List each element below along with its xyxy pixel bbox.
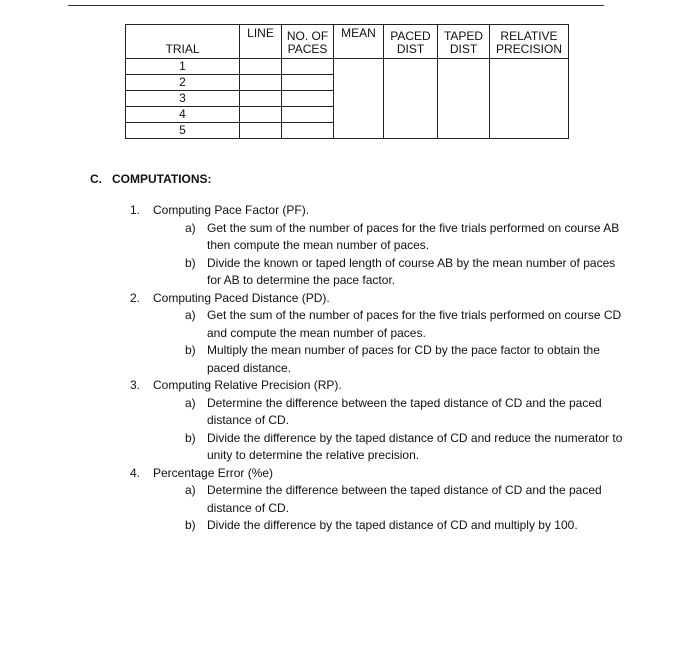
line-cell bbox=[240, 75, 282, 91]
sub-item-text: Get the sum of the number of paces for the five trials performed on course AB then compute the mean number of paces. bbox=[207, 220, 620, 252]
computation-item bbox=[130, 202, 630, 220]
header-trial: TRIAL bbox=[126, 25, 240, 59]
line-cell bbox=[240, 91, 282, 107]
sub-item bbox=[130, 395, 630, 430]
item-number: 1. bbox=[130, 203, 141, 217]
item-title: Computing Paced Distance (PD). bbox=[153, 290, 330, 305]
sub-item-marker: a) bbox=[185, 220, 196, 235]
header-taped-dist: TAPED DIST bbox=[438, 25, 490, 59]
sub-item-marker: a) bbox=[185, 308, 196, 322]
sub-item-text: Divide the difference by the taped distance of CD and reduce the numerator to unity to determine the relative precision. bbox=[207, 430, 623, 462]
sub-item bbox=[130, 342, 630, 377]
sub-item bbox=[130, 482, 630, 517]
sub-item bbox=[130, 517, 630, 535]
paces-cell bbox=[282, 91, 334, 107]
section-title: C. COMPUTATIONS: bbox=[90, 172, 212, 186]
top-rule bbox=[68, 5, 604, 6]
sub-item bbox=[130, 307, 630, 342]
sub-item-text: Determine the difference between the taped distance of CD and the paced distance of CD. bbox=[207, 395, 602, 427]
sub-item-text: Determine the difference between the taped distance of CD and the paced distance of CD. bbox=[207, 483, 602, 515]
sub-item-marker: b) bbox=[185, 255, 196, 270]
computation-item bbox=[130, 465, 630, 483]
sub-item-text: Divide the known or taped length of course AB by the mean number of paces for AB to determine the pace factor. bbox=[207, 255, 616, 287]
sub-item-text: Get the sum of the number of paces for the five trials performed on course CD and compute the mean number of paces. bbox=[207, 308, 622, 340]
computation-item bbox=[130, 290, 630, 308]
trial-number: 2 bbox=[126, 75, 240, 91]
line-cell bbox=[240, 107, 282, 123]
paces-cell bbox=[282, 107, 334, 123]
sub-item-marker: a) bbox=[185, 483, 196, 497]
mean-cell bbox=[334, 59, 384, 139]
table-row bbox=[126, 59, 569, 75]
item-number: 2. bbox=[130, 290, 141, 305]
header-relative-precision: RELATIVE PRECISION bbox=[490, 25, 569, 59]
sub-item bbox=[130, 430, 630, 465]
sub-item-text: Multiply the mean number of paces for CD by the pace factor to obtain the paced distance. bbox=[207, 343, 600, 375]
line-cell bbox=[240, 123, 282, 139]
sub-item-text: Divide the difference by the taped distance of CD and multiply by 100. bbox=[207, 518, 578, 532]
sub-item-marker: b) bbox=[185, 518, 196, 532]
paced-dist-cell bbox=[384, 59, 438, 139]
paces-cell bbox=[282, 59, 334, 75]
trial-number: 5 bbox=[126, 123, 240, 139]
line-cell bbox=[240, 59, 282, 75]
header-paces: NO. OF PACES bbox=[282, 25, 334, 59]
sub-item bbox=[130, 220, 630, 255]
item-number: 4. bbox=[130, 465, 141, 480]
item-number: 3. bbox=[130, 378, 141, 392]
sub-item-marker: a) bbox=[185, 395, 196, 410]
computations-list bbox=[130, 202, 630, 535]
sub-item bbox=[130, 255, 630, 290]
table-header-row bbox=[126, 25, 569, 59]
trial-number: 1 bbox=[126, 59, 240, 75]
sub-item-marker: b) bbox=[185, 430, 196, 445]
item-title: Percentage Error (%e) bbox=[153, 465, 274, 480]
trial-number: 4 bbox=[126, 107, 240, 123]
header-mean: MEAN bbox=[334, 25, 384, 59]
paces-cell bbox=[282, 75, 334, 91]
header-paced-dist: PACED DIST bbox=[384, 25, 438, 59]
item-title: Computing Pace Factor (PF). bbox=[153, 203, 310, 217]
paces-cell bbox=[282, 123, 334, 139]
item-title: Computing Relative Precision (RP). bbox=[153, 378, 342, 392]
trial-number: 3 bbox=[126, 91, 240, 107]
computation-item bbox=[130, 377, 630, 395]
sub-item-marker: b) bbox=[185, 343, 196, 357]
header-line: LINE bbox=[240, 25, 282, 59]
relative-precision-cell bbox=[490, 59, 569, 139]
taped-dist-cell bbox=[438, 59, 490, 139]
trial-table bbox=[125, 24, 569, 139]
